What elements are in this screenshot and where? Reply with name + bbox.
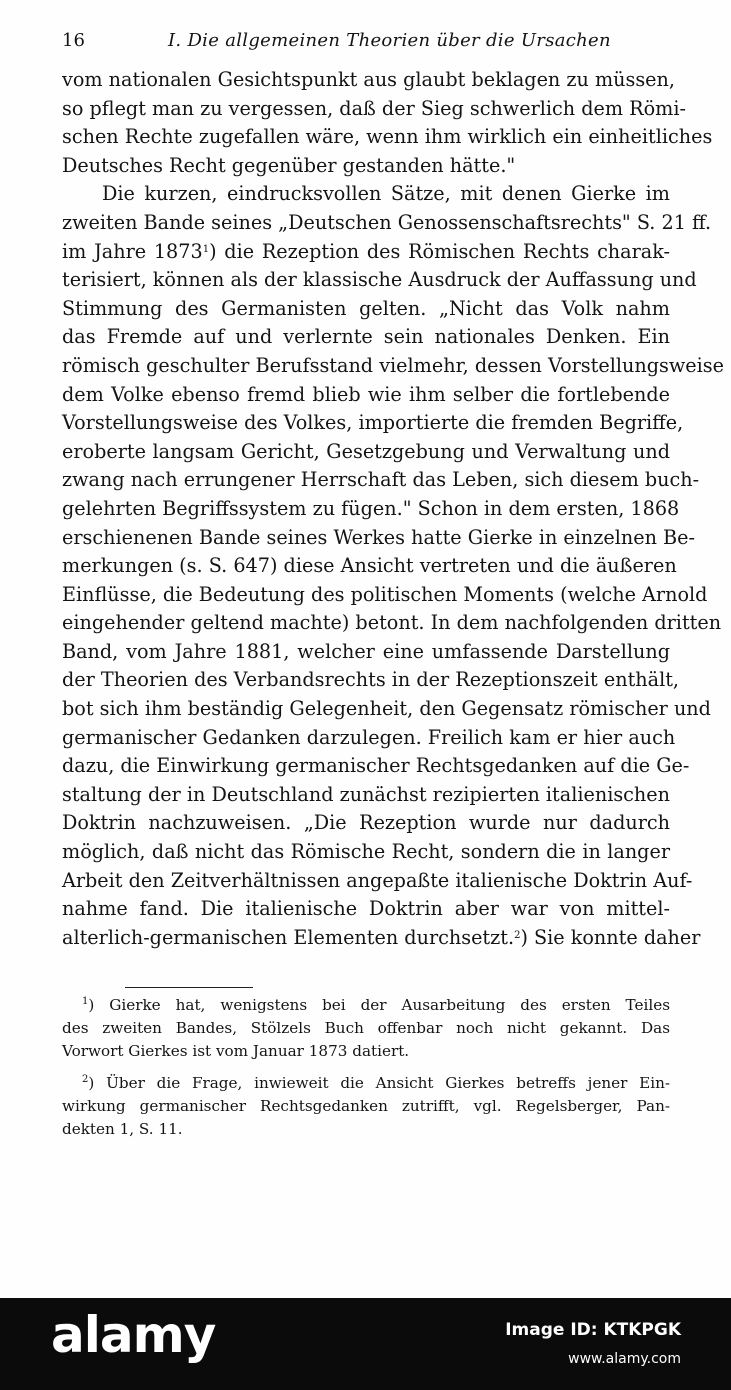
text-segment: ) die Rezeption des Römischen Rechts charak- [209, 239, 670, 263]
body-text [62, 66, 724, 952]
footnote-1-line [62, 994, 670, 1017]
footnote-divider [125, 987, 253, 988]
text-line: staltung der in Deutschland zunächst rezipierten italienischen [62, 782, 670, 806]
text-line: römisch geschulter Berufsstand vielmehr, dessen Vorstellungsweise [62, 353, 724, 377]
text-line: gelehrten Begriffssystem zu fügen." Schon in dem ersten, 1868 [62, 496, 680, 520]
text-line: das Fremde auf und verlernte sein nationales Denken. Ein [62, 325, 670, 349]
text-line: Arbeit den Zeitverhältnissen angepaßte italienische Doktrin Auf- [62, 868, 693, 892]
alamy-logo: alamy [51, 1306, 216, 1364]
footnote-1-line: des zweiten Bandes, Stölzels Buch offenbar noch nicht gekannt. Das [62, 1019, 670, 1037]
text-line: erschienenen Bande seines Werkes hatte Gierke in einzelnen Be- [62, 525, 695, 549]
footnote-1-line: Vorwort Gierkes ist vom Januar 1873 datiert. [62, 1042, 410, 1060]
text-line: dazu, die Einwirkung germanischer Rechtsgedanken auf die Ge- [62, 754, 690, 778]
text-segment: alterlich-germanischen Elementen durchsetzt. [62, 925, 515, 949]
text-line: nahme fand. Die italienische Doktrin aber war von mittel- [62, 897, 670, 921]
site-url: www.alamy.com [568, 1351, 681, 1367]
text-line [62, 924, 701, 953]
text-line: Einflüsse, die Bedeutung des politischen Moments (welche Arnold [62, 582, 708, 606]
text-line: zweiten Bande seines „Deutschen Genossenschaftsrechts" S. 21 ff. [62, 210, 712, 234]
text-line: Band, vom Jahre 1881, welcher eine umfassende Darstellung [62, 639, 670, 663]
text-line: merkungen (s. S. 647) diese Ansicht vertreten und die äußeren [62, 554, 677, 578]
running-header [62, 30, 670, 54]
text-line: eingehender geltend machte) betont. In dem nachfolgenden dritten [62, 611, 722, 635]
footnote-2-line [62, 1072, 670, 1095]
image-id: Image ID: KTKPGK [505, 1320, 681, 1340]
text-line: der Theorien des Verbandsrechts in der Rezeptionszeit enthält, [62, 668, 680, 692]
text-line: germanischer Gedanken darzulegen. Freilich kam er hier auch [62, 725, 676, 749]
text-line: eroberte langsam Gericht, Gesetzgebung und Verwaltung und [62, 439, 670, 463]
text-line: möglich, daß nicht das Römische Recht, sondern die in langer [62, 840, 670, 864]
text-line: terisiert, können als der klassische Ausdruck der Auffassung und [62, 268, 697, 292]
text-line: zwang nach errungener Herrschaft das Leben, sich diesem buch- [62, 468, 700, 492]
running-head: I. Die allgemeinen Theorien über die Ursachen [168, 30, 611, 51]
text-line: Die kurzen, eindrucksvollen Sätze, mit denen Gierke im [102, 182, 670, 206]
text-line: vom nationalen Gesichtspunkt aus glaubt beklagen zu müssen, [62, 68, 675, 91]
footnote-2-line: dekten 1, S. 11. [62, 1120, 183, 1138]
text-line: so pflegt man zu vergessen, daß der Sieg schwerlich dem Römi- [62, 96, 686, 120]
text-line: Doktrin nachzuweisen. „Die Rezeption wurde nur dadurch [62, 811, 670, 835]
footnote-text: ) Über die Frage, inwieweit die Ansicht Gierkes betreffs jener Ein- [88, 1074, 670, 1092]
text-line: Vorstellungsweise des Volkes, importierte die fremden Begriffe, [62, 411, 684, 435]
footnote-ref-1: 1 [202, 243, 210, 255]
footnote-2-line: wirkung germanischer Rechtsgedanken zutrifft, vgl. Regelsberger, Pan- [62, 1097, 670, 1115]
text-segment: im Jahre 1873 [62, 239, 203, 263]
footnotes [62, 994, 670, 1141]
text-line: bot sich ihm beständig Gelegenheit, den Gegensatz römischer und [62, 697, 711, 721]
text-segment: ) Sie konnte daher [520, 925, 701, 949]
page-number: 16 [62, 30, 85, 51]
text-line: Stimmung des Germanisten gelten. „Nicht das Volk nahm [62, 296, 670, 320]
text-line: Deutsches Recht gegenüber gestanden hätte." [62, 153, 516, 177]
watermark-banner [0, 1298, 731, 1390]
footnote-text: ) Gierke hat, wenigstens bei der Ausarbeitung des ersten Teiles [88, 996, 670, 1014]
text-line [62, 238, 670, 267]
footnote-ref-2: 2 [514, 929, 521, 941]
footnote-marker: 2 [82, 1074, 89, 1085]
text-line: schen Rechte zugefallen wäre, wenn ihm wirklich ein einheitliches [62, 125, 713, 149]
footnote-marker: 1 [82, 996, 89, 1007]
text-line: dem Volke ebenso fremd blieb wie ihm selber die fortlebende [62, 382, 670, 406]
